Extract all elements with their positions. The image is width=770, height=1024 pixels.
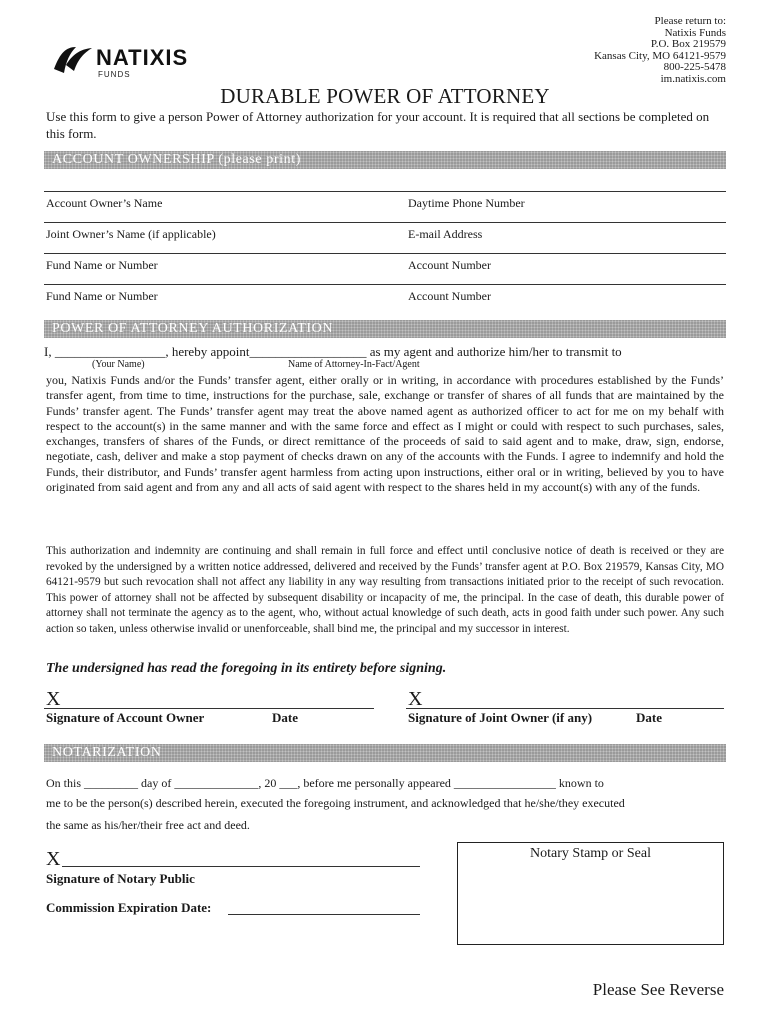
appointment-line[interactable]: I, _________________, hereby appoint__________________ as my agent and authorize him/her to transmit to (44, 344, 622, 359)
field-line (44, 222, 726, 223)
notary-stamp-box[interactable] (457, 842, 724, 945)
indemnity-paragraph: This authorization and indemnity are continuing and shall remain in full force and effect until conclusive notice of death is received or they are revoked by the undersigned by a written notice addressed, delivered and received by the Funds’ transfer agent at P.O. Box 219579, Kansas City, MO 64121-9579 but such revocation shall not affect any liability in any way resulting from transactions initiated prior to the receipt of such revocation. This power of attorney shall not be affected by subsequent disability or incapacity of me, the principal. In the case of death, this durable power of attorney shall not terminate the agency as to the agent, who, without actual knowledge of such death, acts in good faith under such power. Any such action so taken, unless otherwise invalid or unenforceable, shall bind me, the principal and my successor in interest. (46, 545, 724, 635)
return-line: im.natixis.com (660, 72, 726, 85)
your-name-caption: (Your Name) (92, 359, 145, 370)
return-line: 800-225-5478 (663, 61, 726, 73)
notary-signature-x[interactable]: X (46, 848, 61, 870)
intro-text: Use this form to give a person Power of Attorney authorization for your account. It is required that all sections be completed on this form. (46, 109, 710, 141)
return-line: Natixis Funds (664, 26, 726, 39)
return-line: P.O. Box 219579 (650, 38, 726, 50)
notary-signature-label: Signature of Notary Public (46, 871, 195, 886)
joint-signature-line (406, 708, 724, 709)
notary-line-1[interactable]: On this _________ day of ______________, 20 ___, before me personally appeared _________________ known to (46, 776, 604, 790)
section-title: ACCOUNT OWNERSHIP (please print) (52, 152, 302, 167)
stamp-label: Notary Stamp or Seal (530, 846, 651, 861)
return-line: Please return to: (654, 15, 726, 27)
section-header-notarization (44, 744, 726, 762)
page-title: DURABLE POWER OF ATTORNEY (220, 84, 550, 108)
owner-signature-x[interactable]: X (46, 688, 61, 710)
account-number-field-2[interactable]: Account Number (408, 289, 491, 303)
natixis-logo (52, 43, 212, 83)
owner-date-label: Date (272, 710, 298, 725)
email-address-field[interactable]: E-mail Address (408, 227, 483, 241)
fund-name-field-1[interactable]: Fund Name or Number (46, 258, 158, 272)
section-header-poa (44, 320, 726, 338)
return-address (594, 16, 726, 85)
logo-subtext: FUNDS (98, 70, 131, 79)
account-owner-name-field[interactable]: Account Owner’s Name (46, 196, 163, 210)
acknowledgement-text: The undersigned has read the foregoing in its entirety before signing. (46, 661, 447, 676)
field-line (44, 284, 726, 285)
joint-owner-name-field[interactable]: Joint Owner’s Name (if applicable) (46, 227, 216, 241)
agent-name-caption: Name of Attorney-In-Fact/Agent (288, 359, 420, 370)
field-line (44, 191, 726, 192)
natixis-logo-mark-icon (52, 43, 96, 77)
see-reverse-note: Please See Reverse (592, 980, 724, 999)
field-line (44, 253, 726, 254)
commission-expiration-label: Commission Expiration Date: (46, 900, 212, 915)
account-number-field-1[interactable]: Account Number (408, 258, 491, 272)
section-title: POWER OF ATTORNEY AUTHORIZATION (52, 321, 334, 336)
owner-signature-label: Signature of Account Owner (46, 710, 205, 725)
logo-wordmark: NATIXIS (96, 45, 189, 70)
owner-signature-line (44, 708, 374, 709)
joint-signature-label: Signature of Joint Owner (if any) (408, 710, 593, 725)
section-header-ownership (44, 151, 726, 169)
joint-date-label: Date (636, 710, 662, 725)
joint-signature-x[interactable]: X (408, 688, 423, 710)
notary-line-2: me to be the person(s) described herein, executed the foregoing instrument, and acknowledged that he/she/they executed (46, 796, 625, 810)
section-title: NOTARIZATION (52, 745, 162, 760)
commission-date-line[interactable] (228, 914, 420, 915)
notary-signature-line (62, 866, 420, 867)
fund-name-field-2[interactable]: Fund Name or Number (46, 289, 158, 303)
notary-line-3: the same as his/her/their free act and deed. (46, 818, 250, 832)
daytime-phone-field[interactable]: Daytime Phone Number (408, 196, 525, 210)
authorization-paragraph: you, Natixis Funds and/or the Funds’ transfer agent, either orally or in writing, in accordance with procedures established by the Funds’ transfer agent, from time to time, instructions for the purchase, sale, exchange or transfer of shares of all funds that are maintained by the Funds’ transfer agent. The Funds’ transfer agent may treat the above named agent as authorized officer to act for me on my behalf with respect to the account(s) in the same manner and with the same force and effect as I might or could with respect to such purchases, sales, exchanges, transfers of shares of the Funds, or direct remittance of the proceeds of said to said agent and to make, draw, sign, endorse, negotiate, cash, deliver and make a stop payment of checks drawn on any of the accounts with the Funds. I agree to indemnify and hold the Funds, their distributor, and Funds’ transfer agent harmless from acting upon instructions, either oral or in writing, believed by you to have originated from said agent and from any and all acts of said agent with respect to the shares held in my account(s) with any of the funds. (46, 373, 724, 495)
return-line: Kansas City, MO 64121-9579 (594, 49, 726, 62)
